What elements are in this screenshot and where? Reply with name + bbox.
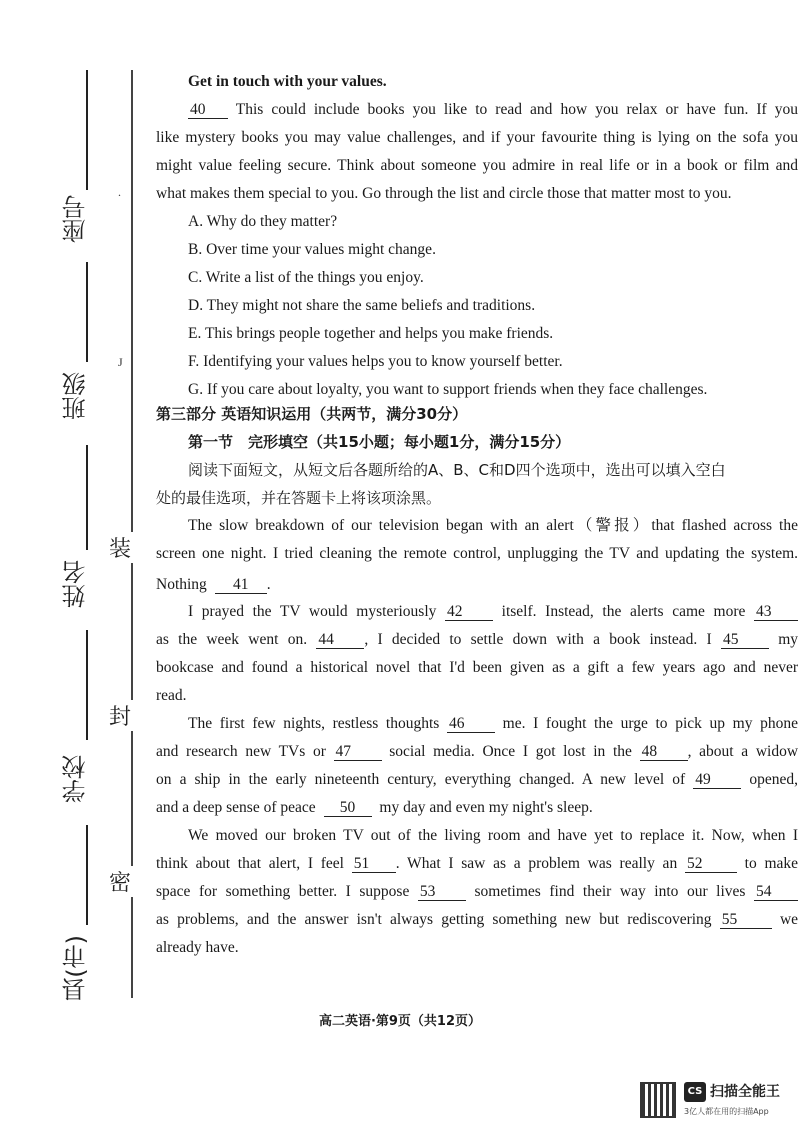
- passage-line: [188, 602, 798, 622]
- option-f: F. Identifying your values helps you to know yourself better.: [188, 353, 563, 370]
- passage-text: social media. Once I got lost in the: [389, 743, 632, 760]
- seat-label: 座号: [62, 195, 90, 243]
- passage-text: as the week went on.: [156, 631, 308, 648]
- section1-title: 第一节 完形填空（共15小题；每小题1分，满分15分）: [188, 433, 571, 451]
- scanner-app-name: 扫描全能王: [710, 1084, 780, 1100]
- blank-54: 54: [754, 884, 798, 901]
- passage-line: [156, 575, 271, 595]
- part3-title: 第三部分 英语知识运用（共两节，满分30分）: [156, 405, 468, 423]
- tip-para-line: what makes them special to you. Go through the list and circle those that matter most to you.: [156, 185, 732, 202]
- blank-42: 42: [445, 604, 493, 621]
- scanner-tagline: 3亿人都在用的扫描App: [684, 1107, 769, 1116]
- passage-text: we: [779, 911, 799, 928]
- tip-heading: Get in touch with your values.: [188, 73, 387, 90]
- blank-52: 52: [685, 856, 737, 873]
- passage-text: , I decided to settle down with a book instead. I: [364, 631, 712, 648]
- passage-line: The slow breakdown of our television began with an alert（警报）that flashed across the: [188, 517, 798, 534]
- passage-line: We moved our broken TV out of the living room and have yet to replace it. Now, when I: [188, 827, 798, 844]
- blank-48: 48: [640, 744, 688, 761]
- tip-text: This could include books you like to read and how you relax or have fun. If you: [235, 101, 798, 118]
- blank-55: 55: [720, 912, 772, 929]
- passage-text: on a ship in the early nineteenth century, everything changed. A new level of: [156, 771, 686, 788]
- passage-line: [188, 714, 798, 734]
- seal-zhuang: 装: [106, 532, 134, 563]
- passage-text: Nothing: [156, 576, 207, 593]
- passage-text: to make: [744, 855, 799, 872]
- binding-mark: .: [118, 185, 121, 199]
- passage-text: as problems, and the answer isn't always getting something new but rediscovering: [156, 911, 712, 928]
- passage-line: read.: [156, 687, 187, 704]
- passage-line: [156, 882, 798, 902]
- seal-mi: 密: [106, 866, 134, 897]
- passage-text: I prayed the TV would mysteriously: [188, 603, 437, 620]
- passage-line: [156, 910, 798, 930]
- passage-text: , about a widow: [687, 743, 799, 760]
- passage-text: my day and even my night's sleep.: [379, 799, 593, 816]
- passage-text: me. I fought the urge to pick up my phone: [502, 715, 799, 732]
- blank-40: 40: [188, 102, 228, 119]
- passage-text: my: [778, 631, 799, 648]
- county-rule: [86, 825, 88, 925]
- blank-53: 53: [418, 884, 466, 901]
- blank-51: 51: [352, 856, 396, 873]
- name-rule: [86, 445, 88, 550]
- blank-43: 43: [754, 604, 798, 621]
- option-g: G. If you care about loyalty, you want to support friends when they face challenges.: [188, 381, 708, 398]
- passage-text: space for something better. I suppose: [156, 883, 410, 900]
- passage-line: [156, 798, 593, 818]
- passage-text: The first few nights, restless thoughts: [188, 715, 440, 732]
- tip-para-line: [188, 100, 798, 120]
- blank-44: 44: [316, 632, 364, 649]
- seat-rule: [86, 70, 88, 190]
- qr-code-icon: [640, 1082, 676, 1118]
- instruction-line: 阅读下面短文，从短文后各题所给的A、B、C和D四个选项中，选出可以填入空白: [188, 461, 726, 479]
- passage-text: sometimes find their way into our lives: [474, 883, 746, 900]
- passage-line: [156, 854, 798, 874]
- blank-47: 47: [334, 744, 382, 761]
- county-label: 县(市): [62, 935, 90, 1002]
- passage-text: itself. Instead, the alerts came more: [501, 603, 746, 620]
- passage-text: opened,: [749, 771, 799, 788]
- option-e: E. This brings people together and helps you make friends.: [188, 325, 554, 342]
- seal-feng: 封: [106, 700, 134, 731]
- passage-line: [156, 630, 798, 650]
- tip-para-line: like mystery books you may value challenges, and if your favourite thing is lying on the sofa you: [156, 129, 798, 146]
- option-d: D. They might not share the same beliefs and traditions.: [188, 297, 536, 314]
- passage-line: screen one night. I tried cleaning the remote control, unplugging the TV and updating the system.: [156, 545, 798, 562]
- class-label: 班级: [62, 372, 90, 420]
- passage-text: and a deep sense of peace: [156, 799, 316, 816]
- page-footer: 高二英语·第9页（共12页）: [318, 1014, 482, 1029]
- option-c: C. Write a list of the things you enjoy.: [188, 269, 424, 286]
- instruction-line: 处的最佳选项，并在答题卡上将该项涂黑。: [156, 489, 442, 507]
- name-label: 姓名: [62, 560, 90, 608]
- passage-text: and research new TVs or: [156, 743, 326, 760]
- binding-mark: J: [118, 355, 123, 369]
- tip-para-line: might value feeling secure. Think about someone you admire in real life or in a book or film and: [156, 157, 798, 174]
- blank-45: 45: [721, 632, 769, 649]
- passage-line: [156, 742, 798, 762]
- passage-line: bookcase and found a historical novel that I'd been given as a gift a few years ago and never: [156, 659, 798, 676]
- blank-49: 49: [693, 772, 741, 789]
- school-label: 学校: [62, 755, 90, 803]
- school-rule: [86, 630, 88, 740]
- blank-50: 50: [324, 800, 372, 817]
- blank-46: 46: [447, 716, 495, 733]
- class-rule: [86, 262, 88, 362]
- passage-text: . What I saw as a problem was really an: [395, 855, 678, 872]
- passage-text: .: [266, 576, 271, 593]
- blank-41: 41: [215, 577, 267, 594]
- option-b: B. Over time your values might change.: [188, 241, 436, 258]
- passage-text: think about that alert, I feel: [156, 855, 344, 872]
- camscanner-logo-icon: CS: [684, 1082, 706, 1102]
- option-a: A. Why do they matter?: [188, 213, 338, 230]
- passage-line: [156, 770, 798, 790]
- passage-line: already have.: [156, 939, 239, 956]
